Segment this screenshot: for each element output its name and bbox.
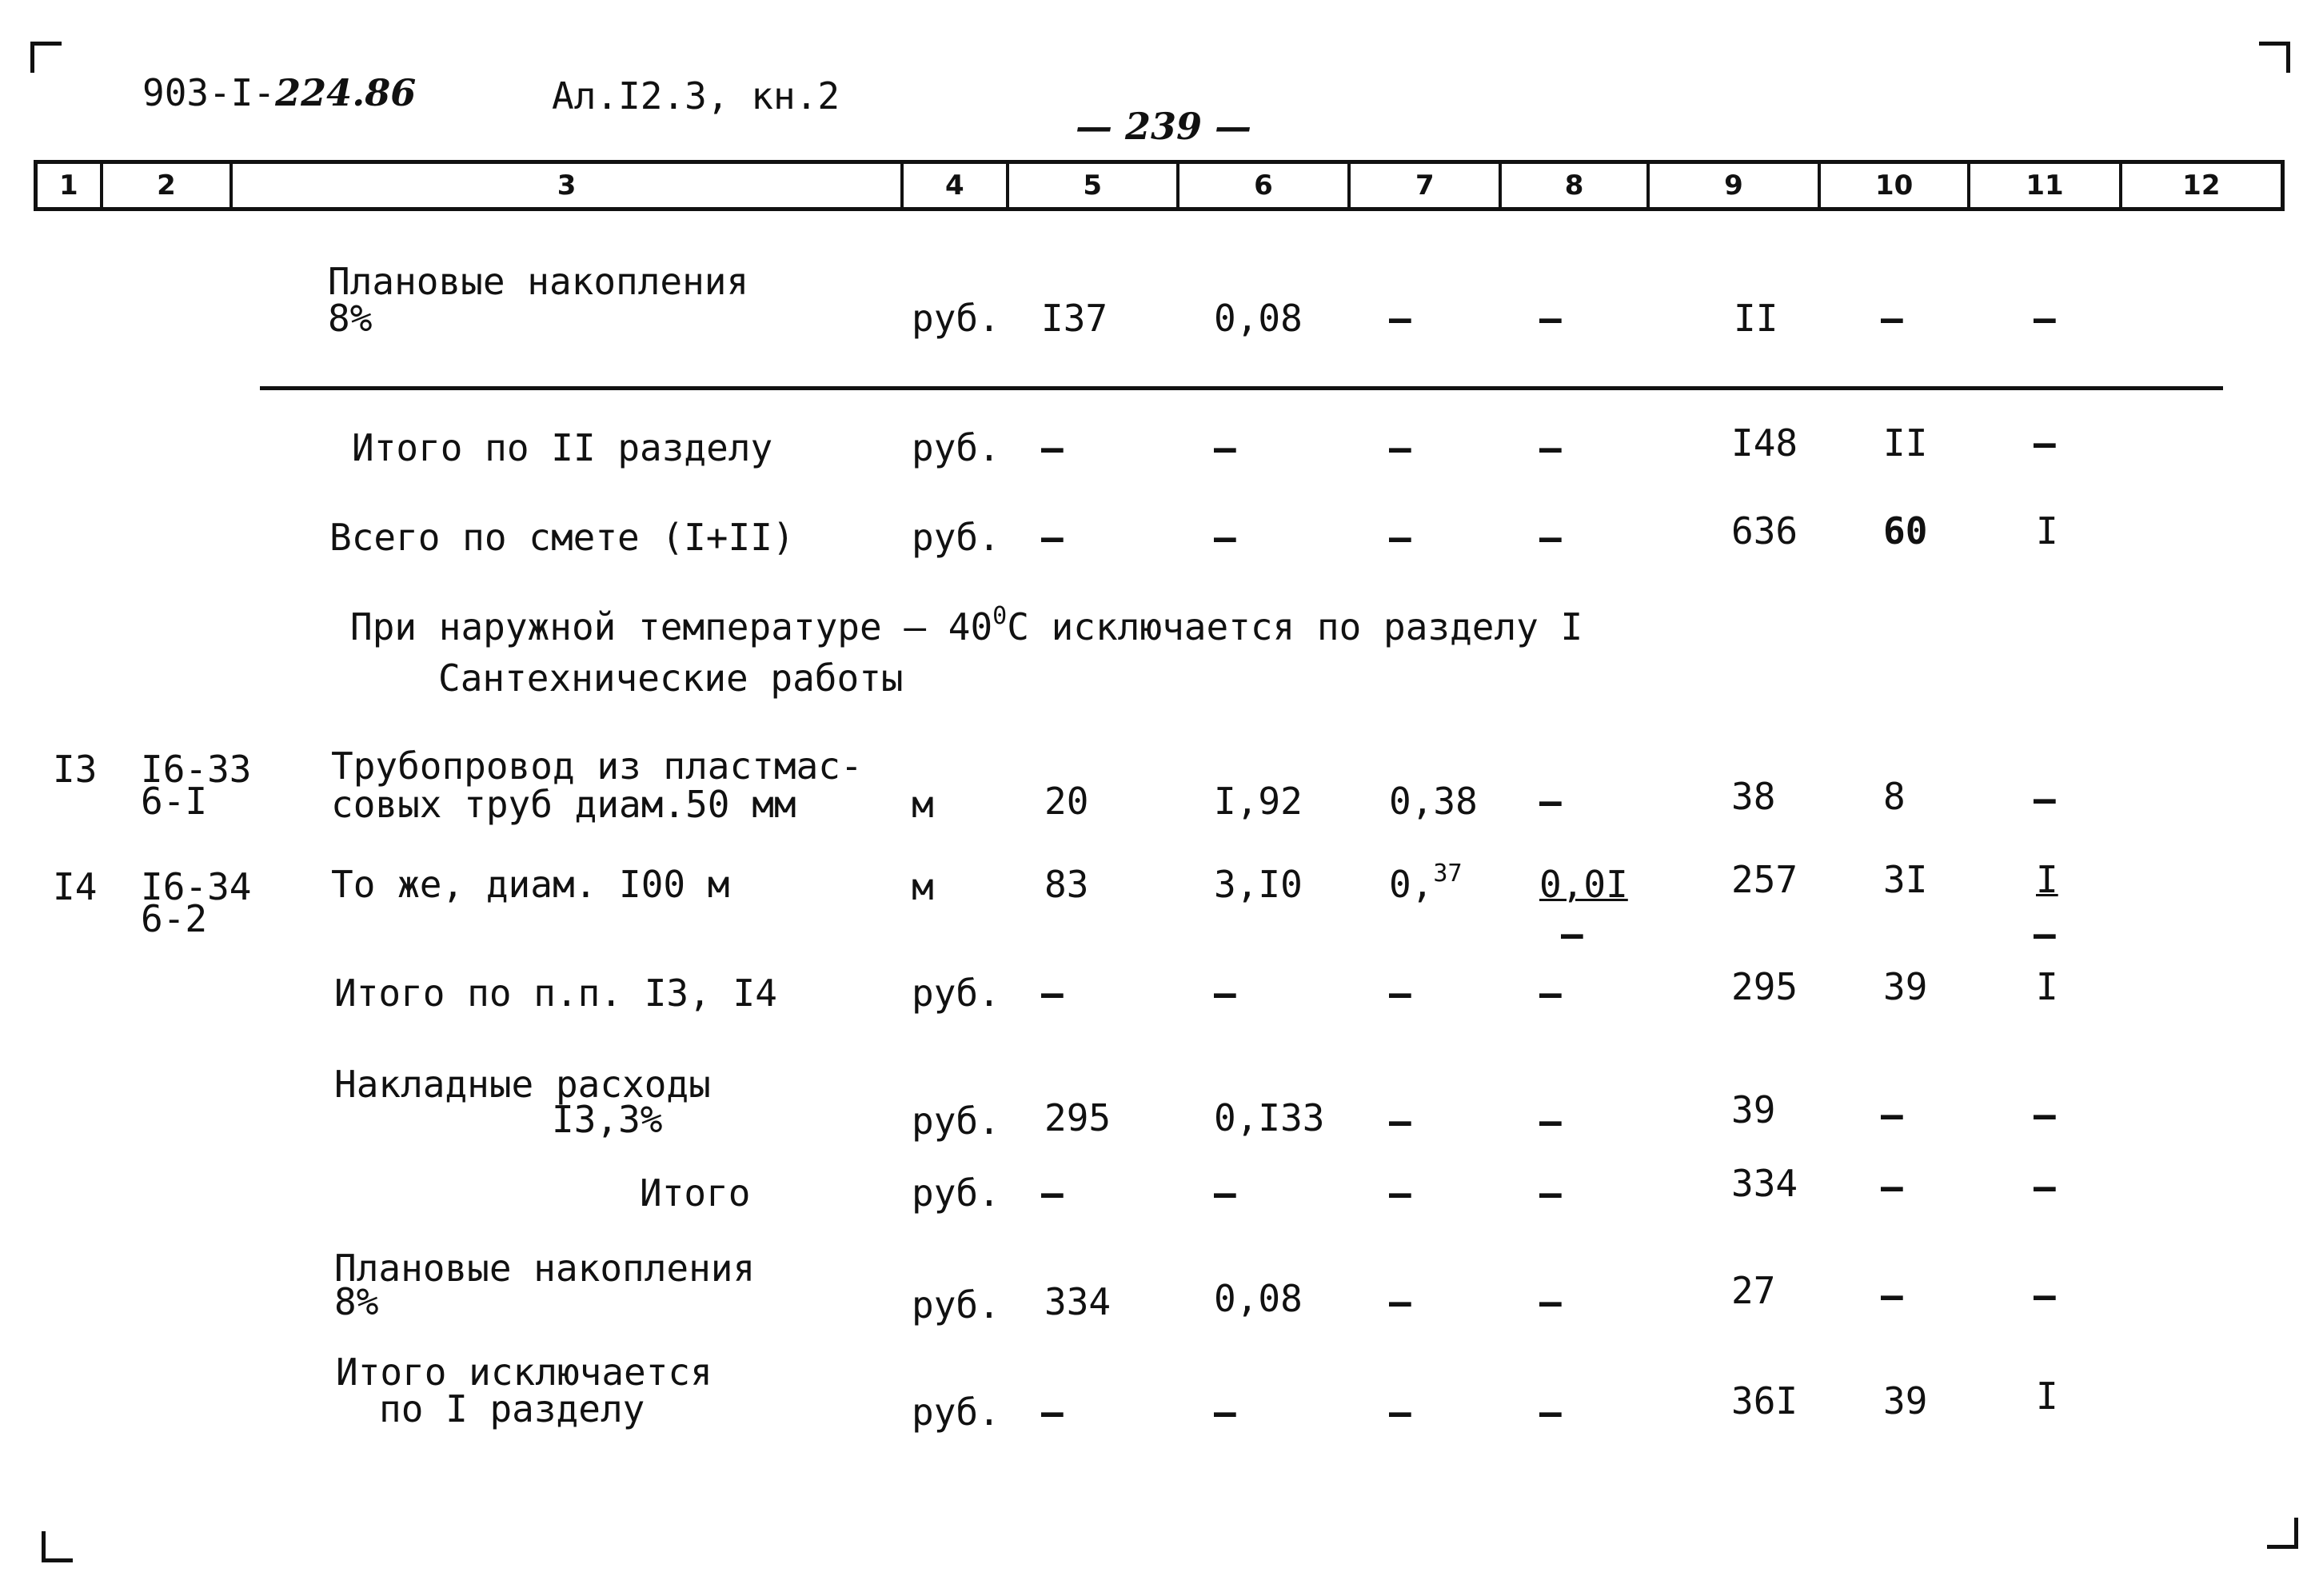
row6-col9: 295 <box>1731 965 1798 1008</box>
row4-code-line1: I6-33 <box>141 748 252 791</box>
row5-col8-bottom: – <box>1561 912 1583 956</box>
row8-col9: 334 <box>1731 1162 1798 1205</box>
row9-name-line2: 8% <box>334 1280 379 1323</box>
row7-col7: – <box>1389 1099 1411 1143</box>
row3-col8: – <box>1539 516 1562 559</box>
row10-col11: I <box>2036 1375 2058 1418</box>
row5-col11-bottom: – <box>2034 912 2056 956</box>
corner-mark-bottom-right <box>2267 1518 2298 1549</box>
row10-col8: – <box>1539 1391 1562 1434</box>
row8-col5: – <box>1041 1171 1064 1215</box>
corner-mark-top-left <box>30 42 62 73</box>
row7-col8: – <box>1539 1099 1562 1143</box>
section-title-plumbing: Сантехнические работы <box>438 656 904 700</box>
row7-col10: – <box>1881 1093 1903 1136</box>
row1-col9: II <box>1734 297 1778 340</box>
row7-name-line1: Накладные расходы <box>334 1063 711 1106</box>
row9-col7: – <box>1389 1280 1411 1323</box>
row9-unit: руб. <box>912 1283 1000 1327</box>
row2-col5: – <box>1041 426 1064 469</box>
row2-col11: – <box>2034 421 2056 465</box>
row10-col7: – <box>1389 1391 1411 1434</box>
row7-col9: 39 <box>1731 1088 1776 1131</box>
row5-col8-top: 0,0I <box>1539 863 1628 906</box>
row8-unit: руб. <box>912 1171 1000 1215</box>
row3-col9: 636 <box>1731 509 1798 553</box>
temperature-note-part2: С исключается по разделу I <box>1007 605 1583 648</box>
row4-name-line2: совых труб диам.50 мм <box>331 783 796 826</box>
row10-name-line2: по I разделу <box>379 1387 645 1430</box>
row3-col5: – <box>1041 516 1064 559</box>
row9-col8: – <box>1539 1280 1562 1323</box>
column-header-12: 12 <box>2182 170 2221 201</box>
row1-name-line1: Плановые накопления <box>328 260 749 303</box>
row9-col5: 334 <box>1044 1280 1112 1323</box>
row5-col7-superscript: 37 <box>1433 859 1463 888</box>
row10-col9: 36I <box>1731 1379 1798 1422</box>
row3-name: Всего по смете (I+II) <box>329 516 795 559</box>
row7-col11: – <box>2034 1093 2056 1136</box>
row4-col7: 0,38 <box>1389 780 1478 823</box>
row3-col7: – <box>1389 516 1411 559</box>
row1-unit: руб. <box>912 297 1000 340</box>
row10-name-line1: Итого исключается <box>336 1351 712 1394</box>
column-header-1: 1 <box>38 164 103 207</box>
row4-col11: – <box>2034 777 2056 820</box>
degree-sign: 0 <box>992 601 1008 630</box>
row6-col6: – <box>1214 972 1236 1015</box>
column-number-header <box>34 160 2285 211</box>
row5-col9: 257 <box>1731 858 1798 901</box>
row4-col6: I,92 <box>1214 780 1303 823</box>
row4-unit: м <box>912 783 934 826</box>
row1-col7: – <box>1389 297 1411 340</box>
column-header-9: 9 <box>1650 164 1821 207</box>
column-header-11: 11 <box>1970 164 2121 207</box>
column-header-4: 4 <box>904 164 1009 207</box>
row6-col10: 39 <box>1883 965 1928 1008</box>
row1-col8: – <box>1539 297 1562 340</box>
row5-number: I4 <box>53 865 98 908</box>
row5-code-line1: I6-34 <box>141 865 252 908</box>
row2-col10: II <box>1883 421 1928 465</box>
row2-col9: I48 <box>1731 421 1798 465</box>
row3-col11: I <box>2036 509 2058 553</box>
row6-col5: – <box>1041 972 1064 1015</box>
row6-col8: – <box>1539 972 1562 1015</box>
row5-unit: м <box>912 865 934 908</box>
row9-col10: – <box>1881 1274 1903 1317</box>
row4-col8: – <box>1539 780 1562 823</box>
column-header-7: 7 <box>1351 164 1502 207</box>
row10-col6: – <box>1214 1391 1236 1434</box>
column-header-6: 6 <box>1179 164 1351 207</box>
document-code-prefix: 903-I- <box>142 71 276 114</box>
row2-unit: руб. <box>912 426 1000 469</box>
row7-col6: 0,I33 <box>1214 1096 1325 1139</box>
page-number: — 239 — <box>1076 105 1252 148</box>
section-divider <box>260 386 2223 390</box>
row4-col9: 38 <box>1731 775 1776 818</box>
column-header-10: 10 <box>1821 164 1970 207</box>
row1-col5: I37 <box>1041 297 1108 340</box>
row10-col10: 39 <box>1883 1379 1928 1422</box>
corner-mark-top-right <box>2259 42 2290 73</box>
row8-col10: – <box>1881 1165 1903 1208</box>
row3-unit: руб. <box>912 516 1000 559</box>
row8-col6: – <box>1214 1171 1236 1215</box>
row7-name-line2: I3,3% <box>552 1098 663 1141</box>
row3-col10: 60 <box>1883 509 1928 553</box>
row4-code-line2: 6-I <box>141 780 208 823</box>
row6-name: Итого по п.п. I3, I4 <box>334 972 777 1015</box>
row9-col6: 0,08 <box>1214 1277 1303 1320</box>
row9-name-line1: Плановые накопления <box>334 1247 756 1290</box>
row5-col10: 3I <box>1883 858 1928 901</box>
row4-name-line1: Трубопровод из пластмас- <box>331 744 863 788</box>
column-header-2: 2 <box>103 164 233 207</box>
column-header-3: 3 <box>233 164 904 207</box>
row1-col11: – <box>2034 297 2056 340</box>
document-code-suffix: 224.86 <box>275 71 417 114</box>
row1-col10: – <box>1881 297 1903 340</box>
column-header-8: 8 <box>1502 164 1649 207</box>
row5-col5: 83 <box>1044 863 1089 906</box>
row6-unit: руб. <box>912 972 1000 1015</box>
document-code <box>142 71 417 114</box>
temperature-note-part1: При наружной температуре – 40 <box>350 605 993 648</box>
row7-unit: руб. <box>912 1099 1000 1143</box>
row5-col7-base: 0, <box>1389 863 1434 906</box>
row2-col7: – <box>1389 426 1411 469</box>
row1-col6: 0,08 <box>1214 297 1303 340</box>
column-header-5: 5 <box>1009 164 1179 207</box>
row1-name-line2: 8% <box>328 297 373 340</box>
row8-name: Итого <box>640 1171 751 1215</box>
row4-number: I3 <box>53 748 98 791</box>
row3-col6: – <box>1214 516 1236 559</box>
row10-unit: руб. <box>912 1391 1000 1434</box>
row5-col6: 3,I0 <box>1214 863 1303 906</box>
row2-col8: – <box>1539 426 1562 469</box>
row8-col8: – <box>1539 1171 1562 1215</box>
row9-col9: 27 <box>1731 1269 1776 1312</box>
row6-col7: – <box>1389 972 1411 1015</box>
row9-col11: – <box>2034 1274 2056 1317</box>
album-reference: Ал.I2.3, кн.2 <box>552 74 840 118</box>
row6-col11: I <box>2036 965 2058 1008</box>
row8-col11: – <box>2034 1165 2056 1208</box>
corner-mark-bottom-left <box>42 1531 73 1562</box>
temperature-note <box>350 601 1583 648</box>
row7-col5: 295 <box>1044 1096 1112 1139</box>
row5-col11-top: I <box>2036 858 2058 901</box>
row2-name: Итого по II разделу <box>352 426 773 469</box>
row5-col7 <box>1389 859 1463 906</box>
row4-col5: 20 <box>1044 780 1089 823</box>
row5-code-line2: 6-2 <box>141 897 208 940</box>
row2-col6: – <box>1214 426 1236 469</box>
row5-name: То же, диам. I00 м <box>331 863 730 906</box>
row4-col10: 8 <box>1883 775 1906 818</box>
row8-col7: – <box>1389 1171 1411 1215</box>
row10-col5: – <box>1041 1391 1064 1434</box>
